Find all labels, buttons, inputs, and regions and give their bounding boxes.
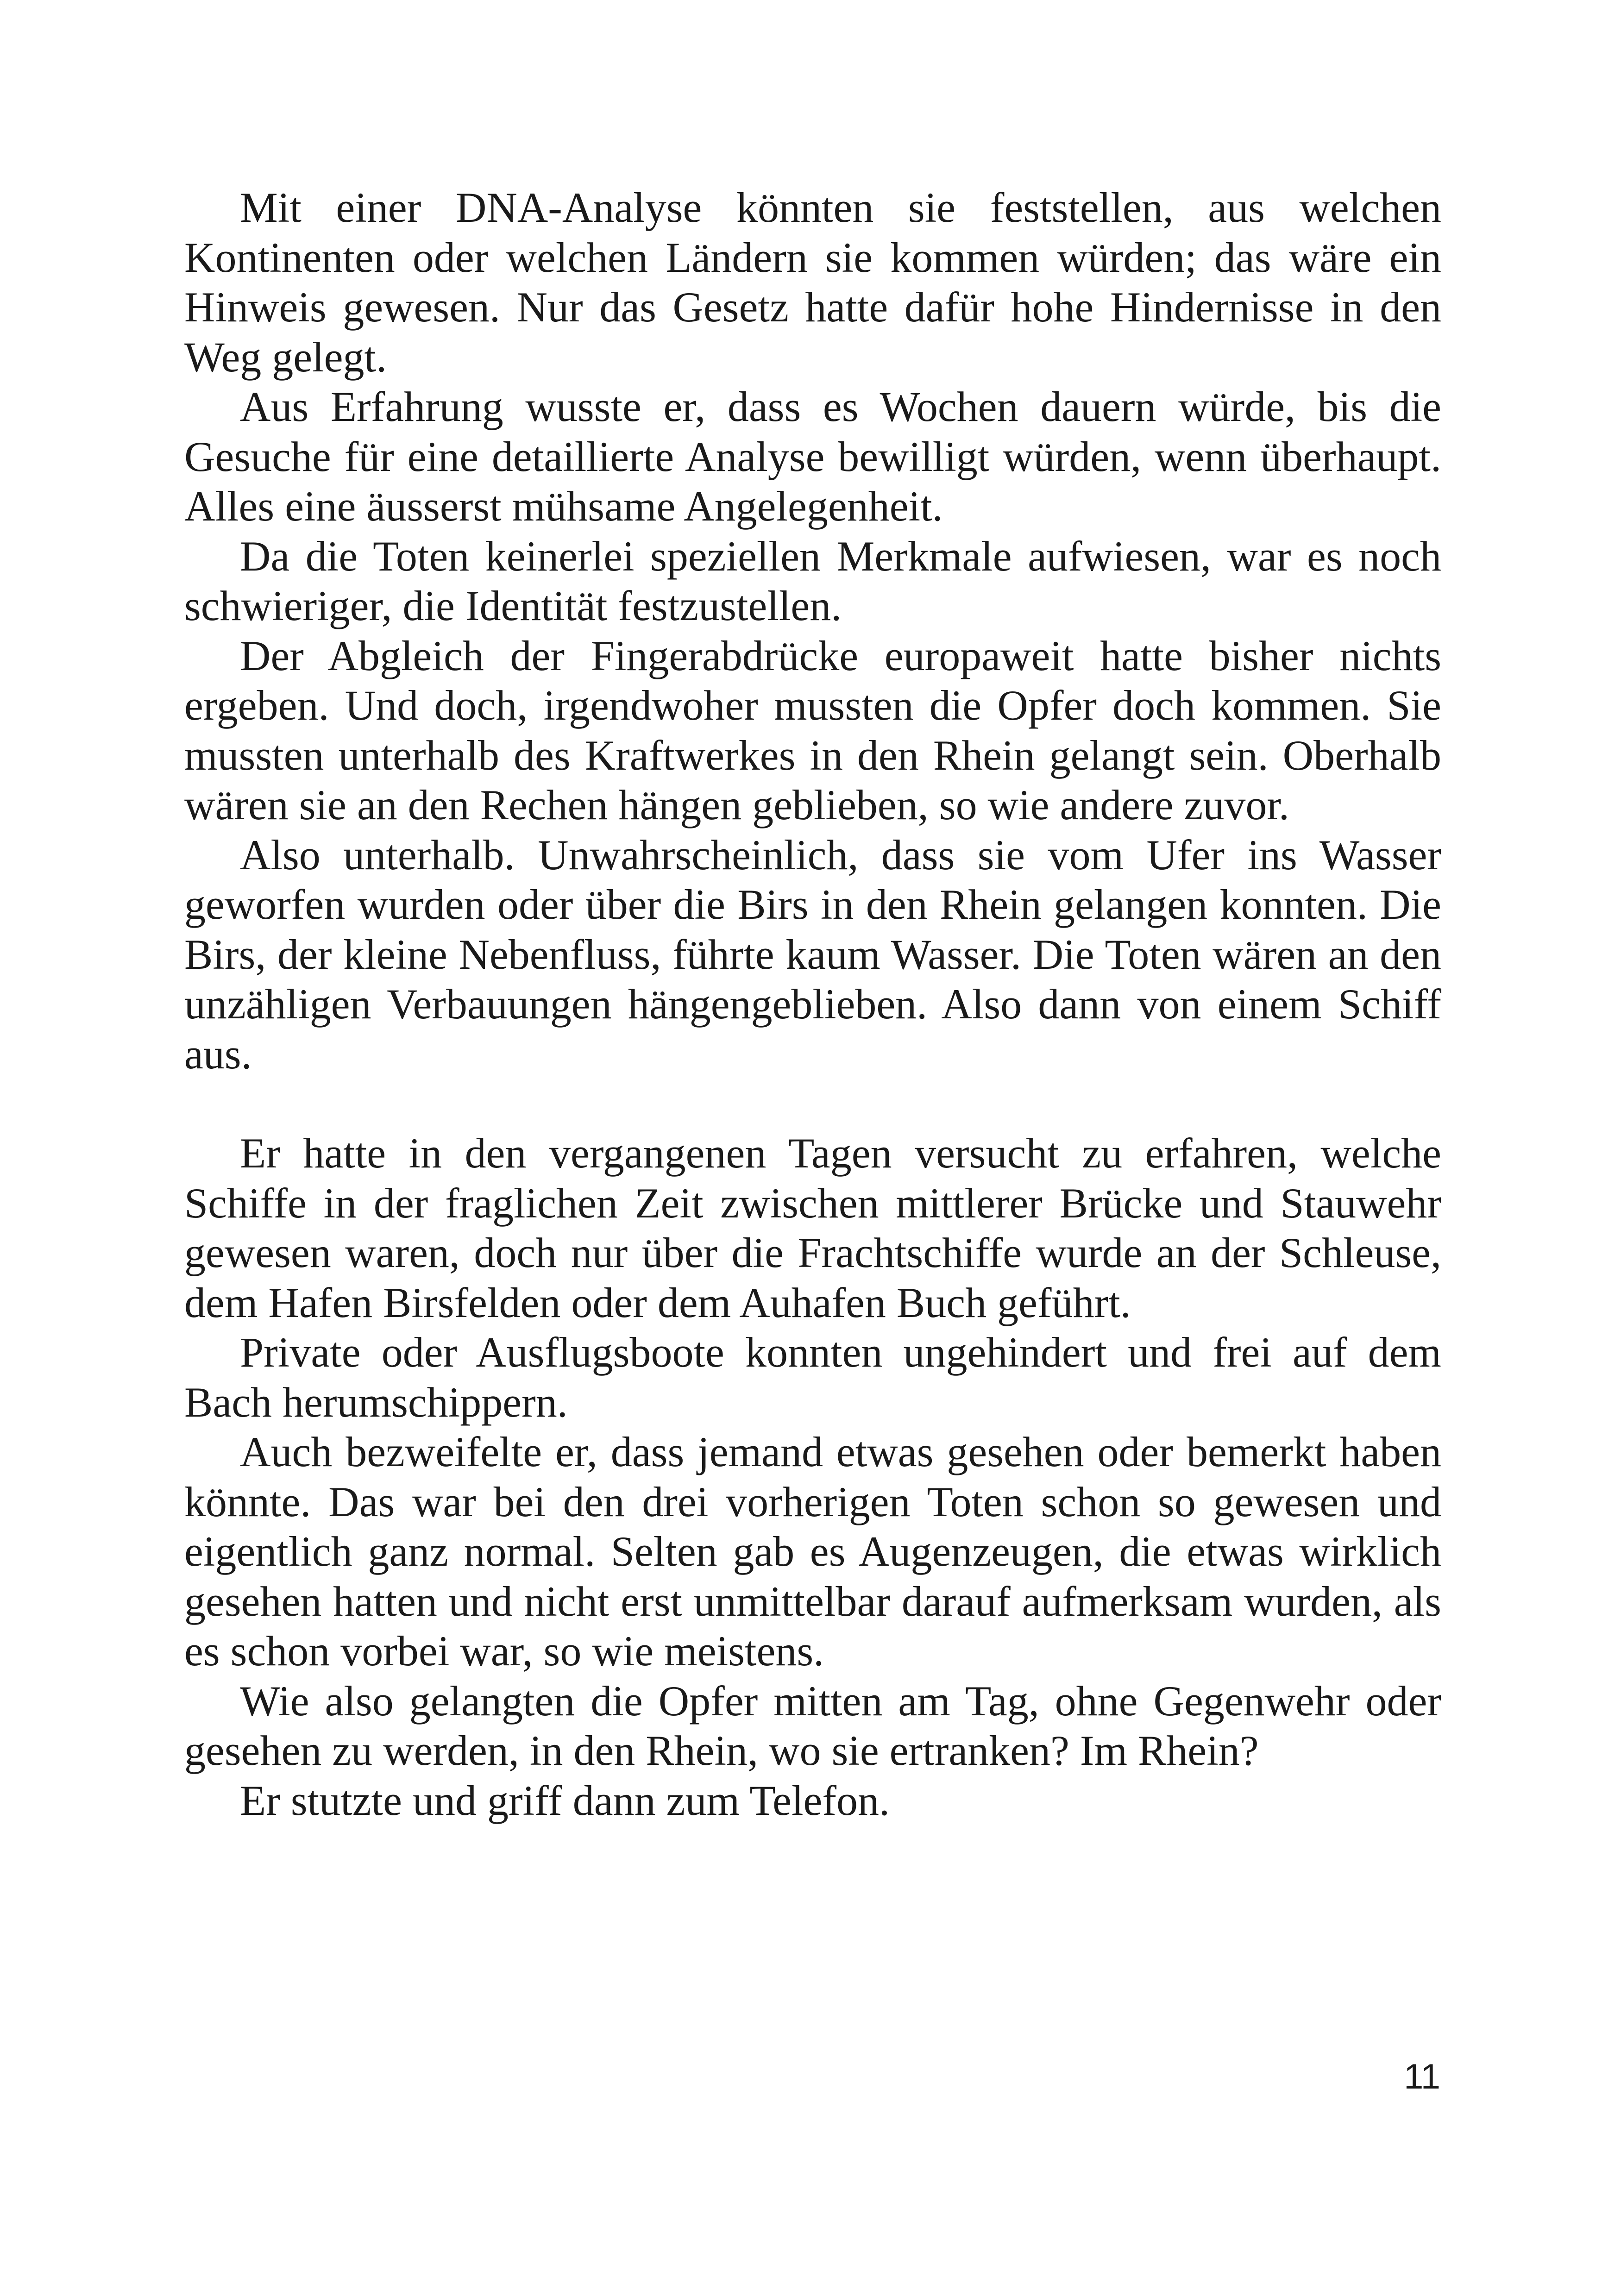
paragraph-7: Private oder Ausflugsboote konnten ungehindert und frei auf dem Bach herumschippern. [184, 1329, 1441, 1426]
paragraph-3: Da die Toten keinerlei speziellen Merkmale aufwiesen, war es noch schwieriger, die Identität festzustellen. [184, 532, 1441, 629]
paragraph-5: Also unterhalb. Unwahrscheinlich, dass sie vom Ufer ins Wasser geworfen wurden oder über die Birs in den Rhein gelangen konnten. Die Birs, der kleine Nebenfluss, führte kaum Wasser. Die Toten wären an den unzähligen Verbauungen hängengeblieben. Also dann von einem Schiff aus. [184, 831, 1441, 1078]
page-number: 11 [1404, 2057, 1440, 2096]
paragraph-9: Wie also gelangten die Opfer mitten am Tag, ohne Gegenwehr oder gesehen zu werden, in den Rhein, wo sie ertranken? Im Rhein? [184, 1677, 1441, 1774]
paragraph-2: Aus Erfahrung wusste er, dass es Wochen dauern würde, bis die Gesuche für eine detaillierte Analyse bewilligt würden, wenn überhaupt. Alles eine äusserst mühsame Angelegenheit. [184, 383, 1441, 530]
body-text [184, 183, 1441, 1826]
paragraph-10: Er stutzte und griff dann zum Telefon. [240, 1776, 890, 1824]
section-break [184, 1079, 1441, 1129]
paragraph-8: Auch bezweifelte er, dass jemand etwas gesehen oder bemerkt haben könnte. Das war bei den drei vorherigen Toten schon so gewesen und eigentlich ganz normal. Selten gab es Augenzeugen, die etwas wirklich gesehen hatten und nicht erst unmittelbar darauf aufmerksam wurden, als es schon vorbei war, so wie meistens. [184, 1428, 1441, 1675]
paragraph-6: Er hatte in den vergangenen Tagen versucht zu erfahren, welche Schiffe in der fraglichen Zeit zwischen mittlerer Brücke und Stauwehr gewesen waren, doch nur über die Frachtschiffe wurde an der Schleuse, dem Hafen Birsfelden oder dem Auhafen Buch geführt. [184, 1129, 1441, 1326]
paragraph-4: Der Abgleich der Fingerabdrücke europaweit hatte bisher nichts ergeben. Und doch, irgendwoher mussten die Opfer doch kommen. Sie mussten unterhalb des Kraftwerkes in den Rhein gelangt sein. Oberhalb wären sie an den Rechen hängen geblieben, so wie andere zuvor. [184, 632, 1441, 828]
paragraph-1: Mit einer DNA-Analyse könnten sie feststellen, aus welchen Kontinenten oder welchen Ländern sie kommen würden; das wäre ein Hinweis gewesen. Nur das Gesetz hatte dafür hohe Hindernisse in den Weg gelegt. [184, 184, 1441, 381]
